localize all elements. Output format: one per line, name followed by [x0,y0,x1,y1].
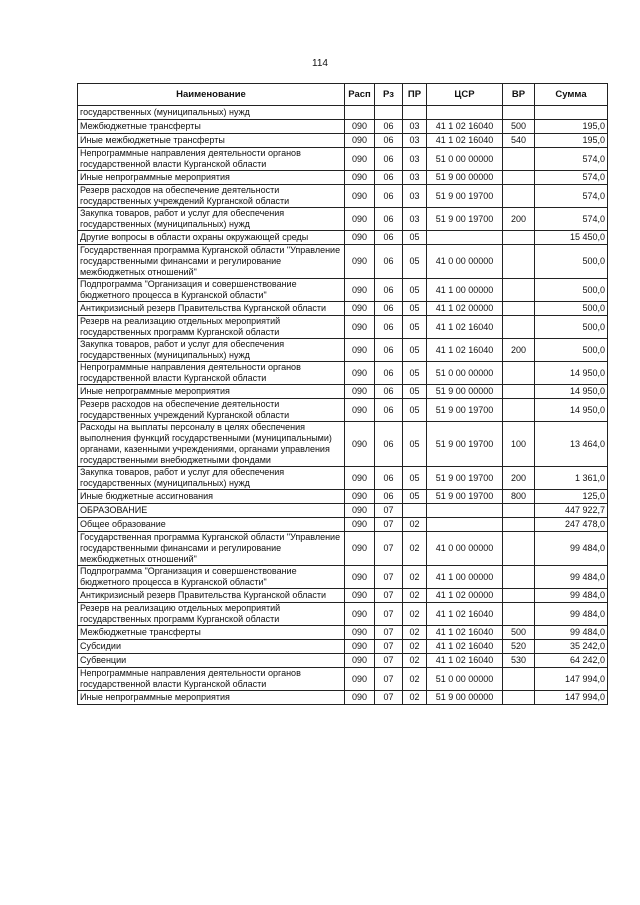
cell-rz: 06 [375,302,403,316]
cell-csr: 41 1 00 00000 [427,279,503,302]
cell-rasp: 090 [345,279,375,302]
cell-sum: 99 484,0 [535,589,608,603]
cell-rasp: 090 [345,316,375,339]
cell-csr: 51 9 00 19700 [427,208,503,231]
cell-name: Иные непрограммные мероприятия [78,171,345,185]
cell-rz: 07 [375,654,403,668]
cell-vr: 200 [503,467,535,490]
cell-csr: 51 9 00 19700 [427,467,503,490]
cell-rasp: 090 [345,518,375,532]
cell-rasp: 090 [345,640,375,654]
cell-rasp: 090 [345,148,375,171]
table-row [78,279,608,302]
cell-rasp: 090 [345,208,375,231]
cell-sum: 13 464,0 [535,422,608,467]
cell-name: ОБРАЗОВАНИЕ [78,504,345,518]
cell-rasp [345,106,375,120]
table-row [78,385,608,399]
cell-pr: 02 [403,589,427,603]
cell-csr: 51 9 00 19700 [427,185,503,208]
cell-csr: 41 0 00 00000 [427,245,503,279]
cell-sum: 574,0 [535,185,608,208]
table-header-row [78,84,608,106]
table-row [78,245,608,279]
cell-sum: 247 478,0 [535,518,608,532]
cell-rasp: 090 [345,339,375,362]
cell-name: Субвенции [78,654,345,668]
cell-sum: 195,0 [535,120,608,134]
cell-pr: 02 [403,654,427,668]
cell-rz: 06 [375,134,403,148]
cell-pr: 02 [403,626,427,640]
header-rasp: Расп [345,84,375,106]
cell-sum: 35 242,0 [535,640,608,654]
cell-pr: 02 [403,566,427,589]
cell-vr: 200 [503,208,535,231]
cell-name: Непрограммные направления деятельности органов государственной власти Курганской области [78,148,345,171]
table-row [78,316,608,339]
cell-rasp: 090 [345,362,375,385]
cell-name: Субсидии [78,640,345,654]
cell-sum: 147 994,0 [535,691,608,705]
cell-pr [403,504,427,518]
cell-rasp: 090 [345,626,375,640]
cell-pr: 05 [403,339,427,362]
cell-name: Государственная программа Курганской области "Управление государственными финансами и регулирование межбюджетных отношений" [78,245,345,279]
cell-rasp: 090 [345,120,375,134]
cell-vr [503,566,535,589]
cell-csr: 41 1 02 16040 [427,120,503,134]
cell-pr: 03 [403,208,427,231]
cell-pr: 03 [403,134,427,148]
cell-rz: 07 [375,640,403,654]
cell-sum: 574,0 [535,208,608,231]
cell-pr: 05 [403,245,427,279]
cell-rasp: 090 [345,467,375,490]
cell-csr: 51 9 00 00000 [427,691,503,705]
table-row [78,208,608,231]
cell-vr [503,589,535,603]
cell-sum: 99 484,0 [535,626,608,640]
cell-sum: 125,0 [535,490,608,504]
table-row [78,422,608,467]
cell-sum: 1 361,0 [535,467,608,490]
cell-csr: 51 0 00 00000 [427,362,503,385]
budget-table [77,83,608,705]
cell-rasp: 090 [345,185,375,208]
cell-vr [503,399,535,422]
cell-rasp: 090 [345,245,375,279]
header-csr: ЦСР [427,84,503,106]
cell-pr: 05 [403,490,427,504]
cell-sum: 500,0 [535,279,608,302]
cell-csr: 41 0 00 00000 [427,532,503,566]
cell-csr: 51 0 00 00000 [427,668,503,691]
cell-sum: 195,0 [535,134,608,148]
cell-rz: 07 [375,504,403,518]
table-row [78,231,608,245]
cell-rz: 07 [375,532,403,566]
cell-csr: 41 1 02 00000 [427,302,503,316]
cell-rasp: 090 [345,302,375,316]
cell-rz: 06 [375,148,403,171]
cell-rz: 06 [375,316,403,339]
cell-name: Резерв расходов на обеспечение деятельности государственных учреждений Курганской области [78,399,345,422]
cell-csr [427,106,503,120]
cell-name: Закупка товаров, работ и услуг для обеспечения государственных (муниципальных) нужд [78,467,345,490]
cell-name: Иные непрограммные мероприятия [78,385,345,399]
table-row [78,467,608,490]
table-row [78,134,608,148]
table-row [78,399,608,422]
header-sum: Сумма [535,84,608,106]
cell-pr: 03 [403,171,427,185]
cell-rz: 07 [375,603,403,626]
table-row [78,490,608,504]
cell-vr: 800 [503,490,535,504]
cell-vr: 540 [503,134,535,148]
cell-csr: 51 9 00 19700 [427,490,503,504]
cell-vr [503,171,535,185]
cell-vr [503,231,535,245]
header-vr: ВР [503,84,535,106]
cell-csr: 41 1 02 16040 [427,316,503,339]
cell-rasp: 090 [345,422,375,467]
cell-name: Резерв на реализацию отдельных мероприятий государственных программ Курганской области [78,603,345,626]
cell-sum: 500,0 [535,245,608,279]
cell-vr [503,106,535,120]
cell-sum [535,106,608,120]
table-row [78,171,608,185]
cell-vr [503,148,535,171]
cell-name: Межбюджетные трансферты [78,626,345,640]
cell-name: Непрограммные направления деятельности органов государственной власти Курганской области [78,362,345,385]
cell-pr: 05 [403,422,427,467]
cell-pr: 05 [403,302,427,316]
cell-name: Антикризисный резерв Правительства Курганской области [78,302,345,316]
cell-csr: 41 1 02 00000 [427,589,503,603]
cell-rz: 06 [375,490,403,504]
cell-pr: 03 [403,148,427,171]
cell-sum: 574,0 [535,148,608,171]
cell-name: Государственная программа Курганской области "Управление государственными финансами и регулирование межбюджетных отношений" [78,532,345,566]
cell-name: Резерв расходов на обеспечение деятельности государственных учреждений Курганской области [78,185,345,208]
table-row [78,504,608,518]
cell-name: Закупка товаров, работ и услуг для обеспечения государственных (муниципальных) нужд [78,208,345,231]
cell-name: Закупка товаров, работ и услуг для обеспечения государственных (муниципальных) нужд [78,339,345,362]
cell-rasp: 090 [345,668,375,691]
cell-pr: 05 [403,467,427,490]
table-row [78,668,608,691]
cell-vr: 100 [503,422,535,467]
cell-rasp: 090 [345,566,375,589]
cell-pr: 02 [403,518,427,532]
cell-rz: 07 [375,626,403,640]
cell-rz: 07 [375,566,403,589]
cell-rasp: 090 [345,134,375,148]
cell-pr: 05 [403,399,427,422]
cell-rz: 07 [375,668,403,691]
cell-csr: 41 1 02 16040 [427,134,503,148]
cell-rz [375,106,403,120]
cell-pr: 02 [403,640,427,654]
cell-pr: 03 [403,185,427,208]
cell-csr: 41 1 00 00000 [427,566,503,589]
header-name: Наименование [78,84,345,106]
cell-name: Подпрограмма "Организация и совершенствование бюджетного процесса в Курганской области" [78,279,345,302]
cell-pr: 02 [403,668,427,691]
cell-sum: 14 950,0 [535,399,608,422]
cell-vr [503,532,535,566]
cell-pr [403,106,427,120]
table-row [78,589,608,603]
cell-csr [427,518,503,532]
cell-sum: 500,0 [535,339,608,362]
cell-vr [503,362,535,385]
table-row [78,640,608,654]
cell-sum: 147 994,0 [535,668,608,691]
cell-rz: 06 [375,185,403,208]
table-row [78,120,608,134]
cell-vr: 500 [503,626,535,640]
cell-sum: 500,0 [535,302,608,316]
cell-name: Антикризисный резерв Правительства Курганской области [78,589,345,603]
cell-pr: 05 [403,231,427,245]
cell-vr [503,316,535,339]
cell-name: Другие вопросы в области охраны окружающей среды [78,231,345,245]
table-row [78,566,608,589]
cell-vr: 520 [503,640,535,654]
cell-sum: 99 484,0 [535,532,608,566]
cell-csr: 41 1 02 16040 [427,654,503,668]
cell-name: Непрограммные направления деятельности органов государственной власти Курганской области [78,668,345,691]
cell-rasp: 090 [345,603,375,626]
cell-name: Общее образование [78,518,345,532]
cell-csr: 41 1 02 16040 [427,640,503,654]
table-row [78,532,608,566]
cell-sum: 64 242,0 [535,654,608,668]
cell-rz: 06 [375,362,403,385]
cell-csr: 51 9 00 19700 [427,422,503,467]
table-row [78,654,608,668]
cell-rz: 06 [375,422,403,467]
cell-vr [503,279,535,302]
cell-rz: 06 [375,120,403,134]
cell-rz: 06 [375,245,403,279]
table-body [78,106,608,705]
cell-rz: 06 [375,467,403,490]
cell-rz: 06 [375,171,403,185]
cell-pr: 03 [403,120,427,134]
cell-rasp: 090 [345,385,375,399]
cell-sum: 574,0 [535,171,608,185]
cell-csr: 51 9 00 19700 [427,399,503,422]
cell-rz: 06 [375,399,403,422]
table-row [78,339,608,362]
header-rz: Рз [375,84,403,106]
cell-pr: 02 [403,691,427,705]
cell-sum: 99 484,0 [535,566,608,589]
cell-rasp: 090 [345,231,375,245]
cell-csr [427,231,503,245]
cell-vr [503,385,535,399]
cell-name: Иные бюджетные ассигнования [78,490,345,504]
cell-rasp: 090 [345,399,375,422]
cell-vr [503,185,535,208]
cell-sum: 15 450,0 [535,231,608,245]
cell-rz: 06 [375,279,403,302]
cell-rz: 07 [375,589,403,603]
cell-vr [503,668,535,691]
cell-name: Иные непрограммные мероприятия [78,691,345,705]
cell-vr: 500 [503,120,535,134]
cell-rz: 06 [375,231,403,245]
table-row [78,106,608,120]
table-row [78,148,608,171]
cell-vr: 530 [503,654,535,668]
cell-rasp: 090 [345,589,375,603]
cell-csr: 51 0 00 00000 [427,148,503,171]
page-number: 114 [312,58,328,69]
cell-csr: 41 1 02 16040 [427,339,503,362]
cell-rasp: 090 [345,532,375,566]
cell-csr: 41 1 02 16040 [427,603,503,626]
cell-pr: 05 [403,316,427,339]
cell-vr: 200 [503,339,535,362]
cell-rasp: 090 [345,490,375,504]
cell-rz: 06 [375,385,403,399]
cell-csr: 51 9 00 00000 [427,171,503,185]
cell-rz: 07 [375,691,403,705]
table-row [78,362,608,385]
cell-name: Иные межбюджетные трансферты [78,134,345,148]
cell-vr [503,691,535,705]
cell-csr [427,504,503,518]
table-row [78,185,608,208]
cell-pr: 02 [403,532,427,566]
cell-vr [503,603,535,626]
cell-rz: 06 [375,208,403,231]
cell-pr: 05 [403,362,427,385]
cell-sum: 99 484,0 [535,603,608,626]
cell-rasp: 090 [345,654,375,668]
cell-name: Подпрограмма "Организация и совершенствование бюджетного процесса в Курганской области" [78,566,345,589]
table-row [78,302,608,316]
table-row [78,691,608,705]
cell-vr [503,302,535,316]
cell-sum: 14 950,0 [535,362,608,385]
cell-name: Межбюджетные трансферты [78,120,345,134]
cell-sum: 447 922,7 [535,504,608,518]
cell-vr [503,504,535,518]
cell-name: Резерв на реализацию отдельных мероприятий государственных программ Курганской области [78,316,345,339]
cell-csr: 41 1 02 16040 [427,626,503,640]
cell-pr: 05 [403,279,427,302]
table-row [78,518,608,532]
cell-rz: 07 [375,518,403,532]
cell-name: государственных (муниципальных) нужд [78,106,345,120]
cell-sum: 500,0 [535,316,608,339]
cell-vr [503,518,535,532]
cell-rz: 06 [375,339,403,362]
header-pr: ПР [403,84,427,106]
cell-name: Расходы на выплаты персоналу в целях обеспечения выполнения функций государственными (муниципальными) органами, казенными учреждениями, органами управления государственными внебюджетными фондами [78,422,345,467]
cell-sum: 14 950,0 [535,385,608,399]
cell-vr [503,245,535,279]
cell-pr: 02 [403,603,427,626]
cell-rasp: 090 [345,691,375,705]
cell-rasp: 090 [345,171,375,185]
cell-rasp: 090 [345,504,375,518]
cell-csr: 51 9 00 00000 [427,385,503,399]
cell-pr: 05 [403,385,427,399]
table-row [78,603,608,626]
table-row [78,626,608,640]
